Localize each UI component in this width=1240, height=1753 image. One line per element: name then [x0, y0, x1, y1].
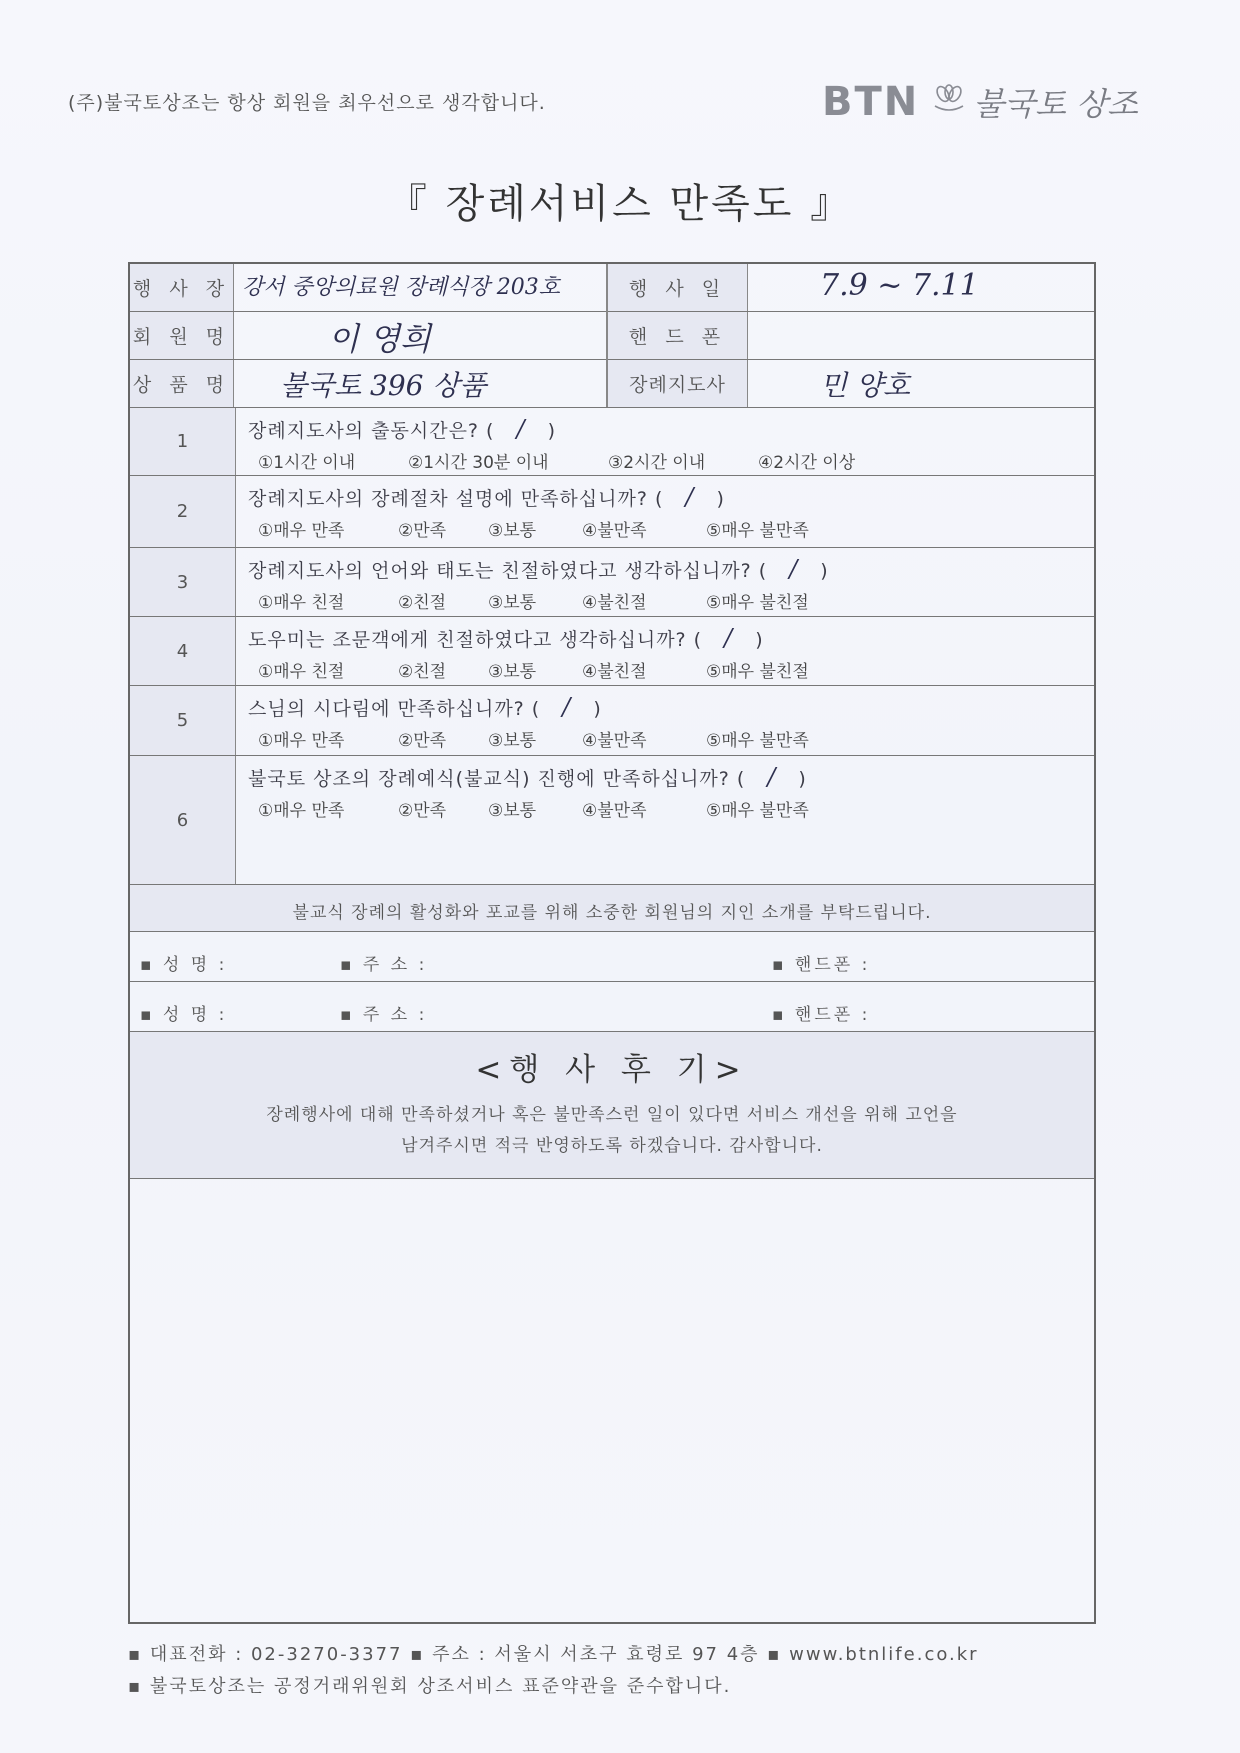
- referral-address-label: ▪ 주 소 :: [340, 955, 428, 975]
- question-label: 도우미는 조문객에게 친절하였다고 생각하십니까? (: [248, 629, 703, 651]
- date-label: 행 사 일: [608, 264, 748, 311]
- row-divider: [130, 1178, 1094, 1179]
- answer-option[interactable]: ④불만족: [582, 521, 647, 541]
- footer-notice: ▪ 불국토상조는 공정거래위원회 상조서비스 표준약관을 준수합니다.: [128, 1676, 732, 1697]
- question-close: ): [593, 698, 602, 720]
- answer-option[interactable]: ②친절: [398, 593, 447, 613]
- answer-option[interactable]: ②친절: [398, 662, 447, 682]
- lotus-flower-icon: [929, 84, 969, 120]
- answer-option[interactable]: ③보통: [488, 593, 537, 613]
- answer-option[interactable]: ①매우 만족: [258, 521, 345, 541]
- phone-label: 핸 드 폰: [608, 312, 748, 359]
- question-text: [248, 624, 764, 652]
- product-label: 상 품 명: [130, 360, 234, 407]
- date-value: 7.9 ~ 7.11: [820, 268, 979, 303]
- answer-option[interactable]: ①매우 친절: [258, 593, 345, 613]
- answer-option[interactable]: ②만족: [398, 731, 447, 751]
- answer-option[interactable]: ④불만족: [582, 731, 647, 751]
- page-title: 『 장례서비스 만족도 』: [386, 181, 854, 227]
- referral-intro: 불교식 장례의 활성화와 포교를 위해 소중한 회원님의 지인 소개를 부탁드립니다.: [292, 903, 932, 923]
- review-line: 장례행사에 대해 만족하셨거나 혹은 불만족스런 일이 있다면 서비스 개선을 위해 고언을: [266, 1105, 958, 1125]
- question-number: 5: [130, 686, 236, 755]
- question-label: 스님의 시다림에 만족하십니까? (: [248, 698, 541, 720]
- venue-label: 행 사 장: [130, 264, 234, 311]
- referral-phone-label: ▪ 핸드폰 :: [772, 1005, 871, 1025]
- logo-company-name: 불국토 상조: [973, 85, 1138, 123]
- review-title: <행 사 후 기>: [475, 1052, 749, 1088]
- company-logo: [822, 78, 1138, 126]
- answer-option[interactable]: ④불만족: [582, 801, 647, 821]
- question-text: [248, 483, 725, 511]
- survey-form: [128, 262, 1096, 1624]
- review-description: [170, 1100, 1054, 1162]
- answer-mark[interactable]: /: [562, 693, 572, 721]
- review-line: 남겨주시면 적극 반영하도록 하겠습니다. 감사합니다.: [401, 1136, 823, 1156]
- question-number: 2: [130, 476, 236, 547]
- answer-option[interactable]: ①매우 만족: [258, 731, 345, 751]
- question-close: ): [820, 560, 829, 582]
- row-divider: [130, 931, 1094, 932]
- company-tagline: (주)불국토상조는 항상 회원을 최우선으로 생각합니다.: [68, 92, 546, 114]
- question-close: ): [755, 629, 764, 651]
- answer-option[interactable]: ⑤매우 불만족: [706, 731, 809, 751]
- row-divider: [130, 407, 1094, 408]
- question-number: 1: [130, 408, 236, 475]
- member-value: 이 영희: [328, 320, 431, 358]
- question-label: 불국토 상조의 장례예식(불교식) 진행에 만족하십니까? (: [248, 768, 746, 790]
- answer-option[interactable]: ⑤매우 불만족: [706, 801, 809, 821]
- row-divider: [130, 685, 1094, 686]
- question-label: 장례지도사의 출동시간은? (: [248, 420, 495, 442]
- answer-option[interactable]: ③보통: [488, 731, 537, 751]
- answer-mark[interactable]: /: [767, 763, 777, 791]
- question-label: 장례지도사의 장례절차 설명에 만족하십니까? (: [248, 488, 664, 510]
- question-number: 4: [130, 617, 236, 685]
- product-value: 불국토 396 상품: [280, 369, 487, 402]
- answer-option[interactable]: ⑤매우 불친절: [706, 593, 809, 613]
- question-close: ): [716, 488, 725, 510]
- question-close: ): [798, 768, 807, 790]
- answer-option[interactable]: ②만족: [398, 521, 447, 541]
- row-divider: [130, 475, 1094, 476]
- referral-name-label: ▪ 성 명 :: [140, 1005, 228, 1025]
- question-text: [248, 415, 556, 443]
- footer-contact: ▪ 대표전화 : 02-3270-3377 ▪ 주소 : 서울시 서초구 효령로 97 4층 ▪ www.btnlife.co.kr: [128, 1644, 979, 1665]
- referral-name-label: ▪ 성 명 :: [140, 955, 228, 975]
- answer-option[interactable]: ③보통: [488, 521, 537, 541]
- row-divider: [130, 547, 1094, 548]
- row-divider: [130, 981, 1094, 982]
- answer-option[interactable]: ④불친절: [582, 593, 647, 613]
- question-number: 3: [130, 548, 236, 616]
- answer-option[interactable]: ②1시간 30분 이내: [408, 453, 549, 473]
- question-text: [248, 555, 829, 583]
- answer-mark[interactable]: /: [516, 415, 526, 443]
- answer-option[interactable]: ③보통: [488, 801, 537, 821]
- question-number: 6: [130, 756, 236, 884]
- director-label: 장례지도사: [608, 360, 748, 407]
- question-text: [248, 693, 602, 721]
- director-value: 민 양호: [820, 369, 911, 402]
- row-divider: [130, 755, 1094, 756]
- venue-value: 강서 중앙의료원 장례식장 203호: [242, 275, 560, 300]
- answer-mark[interactable]: /: [724, 624, 734, 652]
- answer-option[interactable]: ②만족: [398, 801, 447, 821]
- answer-mark[interactable]: /: [685, 483, 695, 511]
- answer-option[interactable]: ③보통: [488, 662, 537, 682]
- answer-option[interactable]: ⑤매우 불친절: [706, 662, 809, 682]
- row-divider: [130, 616, 1094, 617]
- answer-mark[interactable]: /: [789, 555, 799, 583]
- answer-option[interactable]: ①매우 친절: [258, 662, 345, 682]
- question-label: 장례지도사의 언어와 태도는 친절하였다고 생각하십니까? (: [248, 560, 768, 582]
- answer-option[interactable]: ⑤매우 불만족: [706, 521, 809, 541]
- referral-phone-label: ▪ 핸드폰 :: [772, 955, 871, 975]
- answer-option[interactable]: ④2시간 이상: [758, 453, 856, 473]
- answer-option[interactable]: ①매우 만족: [258, 801, 345, 821]
- answer-option[interactable]: ①1시간 이내: [258, 453, 356, 473]
- member-label: 회 원 명: [130, 312, 234, 359]
- question-close: ): [547, 420, 556, 442]
- review-writing-area[interactable]: [130, 1180, 1094, 1622]
- answer-option[interactable]: ④불친절: [582, 662, 647, 682]
- answer-option[interactable]: ③2시간 이내: [608, 453, 706, 473]
- logo-btn-text: BTN: [822, 79, 920, 125]
- referral-address-label: ▪ 주 소 :: [340, 1005, 428, 1025]
- question-text: [248, 763, 807, 791]
